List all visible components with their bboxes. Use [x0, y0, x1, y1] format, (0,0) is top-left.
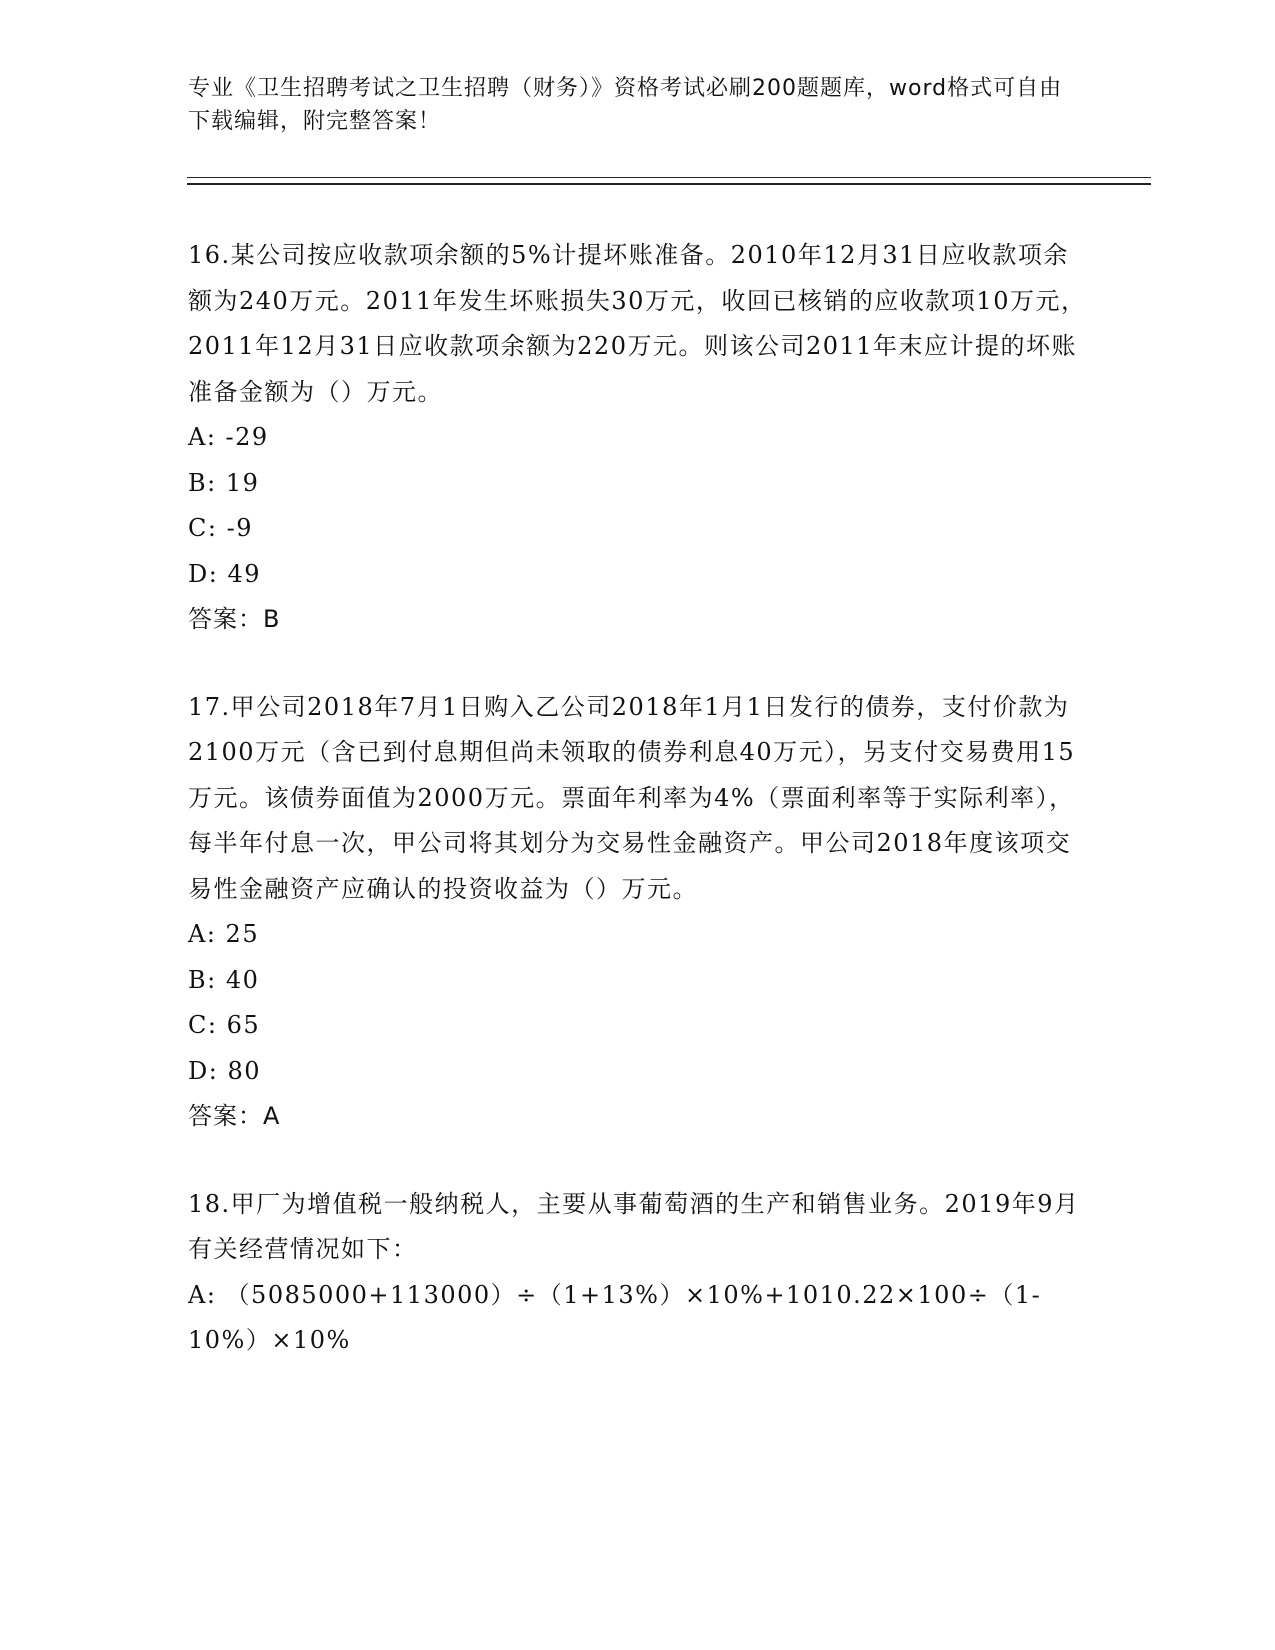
- question-16: [188, 233, 1088, 643]
- question-text: 18.甲厂为增值税一般纳税人，主要从事葡萄酒的生产和销售业务。2019年9月有关经营情况如下：: [188, 1189, 1080, 1263]
- option-c: C: -9: [188, 514, 253, 542]
- option-a: A: -29: [188, 423, 269, 451]
- option-a: A: 25: [188, 920, 260, 948]
- header-text: 专业《卫生招聘考试之卫生招聘（财务）》资格考试必刷200题题库，word格式可自由下载编辑，附完整答案！: [188, 76, 1063, 134]
- question-list: [188, 233, 1088, 1364]
- option-b: B: 40: [188, 965, 260, 994]
- option-c: C: 65: [188, 1011, 261, 1039]
- question-text: 17.甲公司2018年7月1日购入乙公司2018年1月1日发行的债券，支付价款为2100万元（含已到付息期但尚未领取的债券利息40万元），另支付交易费用15万元。该债券面值为2000万元。票面年利率为4%（票面利率等于实际利率），每半年付息一次，甲公司将其划分为交易性金融资产。甲公司2018年度该项交易性金融资产应确认的投资收益为（）万元。: [188, 692, 1076, 903]
- option-a: A: （5085000+113000）÷（1+13%）×10%+1010.22×100÷（1-10%）×10%: [188, 1280, 1042, 1354]
- question-17: [188, 685, 1088, 1140]
- option-d: D: 80: [188, 1056, 261, 1085]
- header-divider-thin: [187, 177, 1151, 178]
- document-header: [188, 72, 1068, 138]
- option-b: B: 19: [188, 468, 260, 497]
- question-18: [188, 1182, 1088, 1364]
- option-d: D: 49: [188, 559, 261, 588]
- question-text: 16.某公司按应收款项余额的5%计提坏账准备。2010年12月31日应收款项余额为240万元。2011年发生坏账损失30万元，收回已核销的应收款项10万元，2011年12月31日应收款项余额为220万元。则该公司2011年末应计提的坏账准备金额为（）万元。: [188, 241, 1087, 406]
- answer-label: 答案：A: [188, 1102, 281, 1130]
- answer-label: 答案：B: [188, 605, 281, 633]
- header-divider-thick: [187, 183, 1151, 185]
